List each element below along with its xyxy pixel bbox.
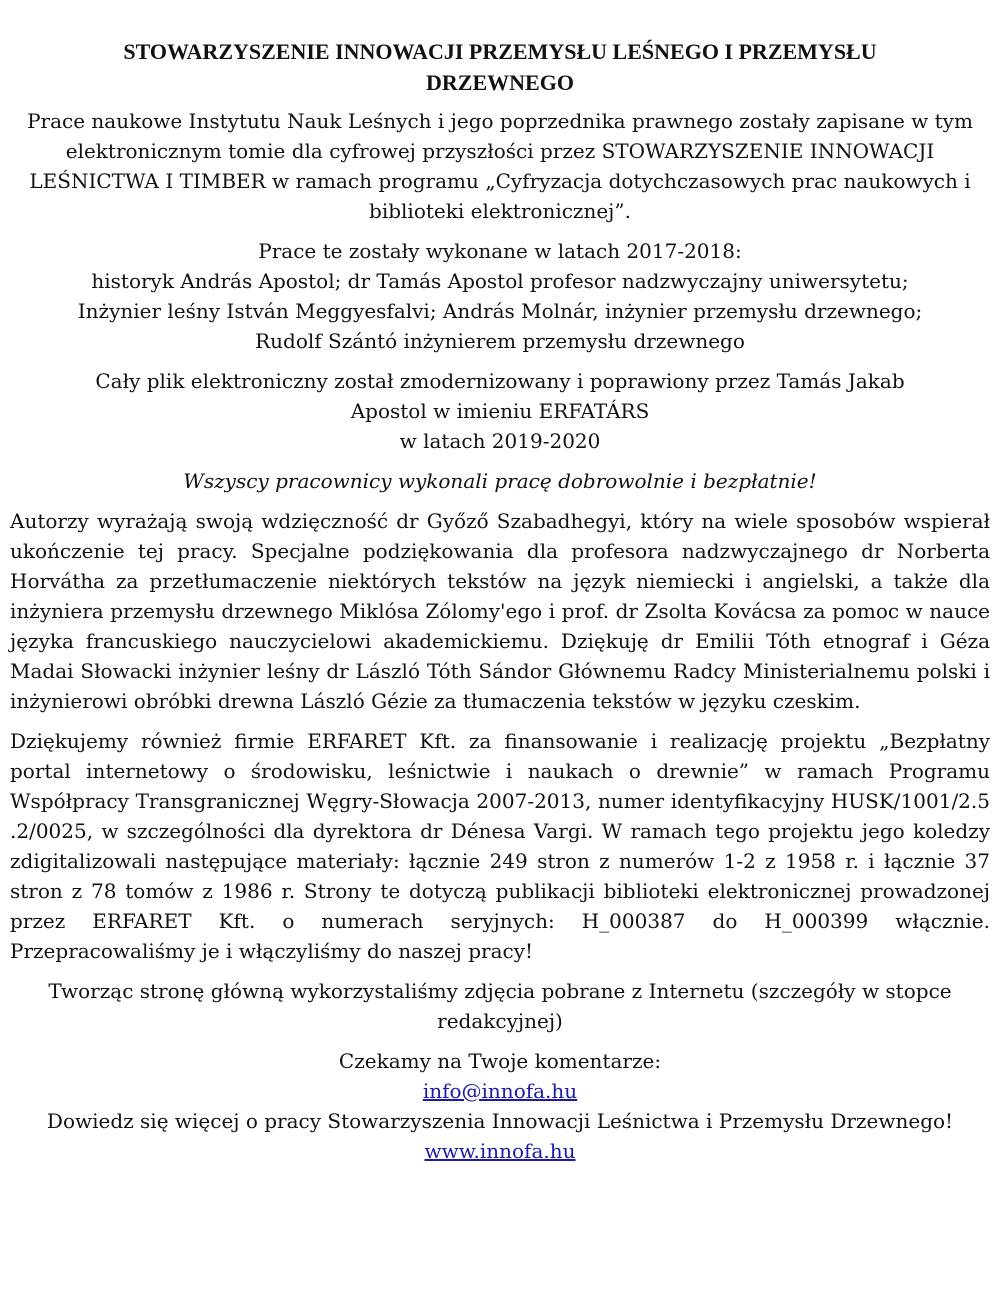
modernized-line-2: Apostol w imieniu ERFATÁRS [350,399,650,423]
authors-line-4: Rudolf Szántó inżynierem przemysłu drzewnego [255,329,745,353]
authors-line-3: Inżynier leśny István Meggyesfalvi; András Molnár, inżynier przemysłu drzewnego; [77,299,923,323]
authors-block [10,236,990,356]
funding-paragraph: Dziękujemy również firmie ERFARET Kft. za finansowanie i realizację projektu „Bezpłatny portal internetowy o środowisku, leśnictwie i naukach o drewnie” w ramach Programu Współpracy Transgranicznej Węgry-Słowacja 2007-2013, numer identyfikacyjny HUSK/1001/2.5 .2/0025, w szczególności dla dyrektora dr Dénesa Vargi. W ramach tego projektu jego koledzy zdigitalizowali następujące materiały: łącznie 249 stron z numerów 1-2 z 1958 r. i łącznie 37 stron z 78 tomów z 1986 r. Strony te dotyczą publikacji biblioteki elektronicznej prowadzonej przez ERFARET Kft. o numerach seryjnych: H_000387 do H_000399 włącznie. Przepracowaliśmy je i włączyliśmy do naszej pracy! [10,729,990,963]
authors-line-1: Prace te zostały wykonane w latach 2017-2018: [258,239,742,263]
modernized-block [10,366,990,456]
document-title: STOWARZYSZENIE INNOWACJI PRZEMYSŁU LEŚNEGO I PRZEMYSŁU DRZEWNEGO [123,39,877,95]
volunteer-note: Wszyscy pracownicy wykonali pracę dobrowolnie i bezpłatnie! [183,469,817,493]
comments-prompt: Czekamy na Twoje komentarze: [338,1049,662,1073]
photos-note: Tworząc stronę główną wykorzystaliśmy zdjęcia pobrane z Internetu (szczegóły w stopce redakcyjnej) [48,979,952,1033]
learn-more-text: Dowiedz się więcej o pracy Stowarzyszenia Innowacji Leśnictwa i Przemysłu Drzewnego! [46,1109,954,1133]
email-link[interactable]: info@innofa.hu [422,1079,578,1103]
website-link[interactable]: www.innofa.hu [424,1139,576,1163]
acknowledgements-paragraph: Autorzy wyrażają swoją wdzięczność dr Győző Szabadhegyi, który na wiele sposobów wspierał ukończenie tej pracy. Specjalne podziękowania dla profesora nadzwyczajnego dr Norberta Horvátha za przetłumaczenie niektórych tekstów na język niemiecki i angielski, a także dla inżyniera przemysłu drzewnego Miklósa Zólomy'ego i prof. dr Zsolta Kovácsa za pomoc w nauce języka francuskiego nauczycielowi akademickiemu. Dziękuję dr Emilii Tóth etnograf i Géza Madai Słowacki inżynier leśny dr László Tóth Sándor Głównemu Radcy Ministerialnemu polski i inżynierowi obróbki drewna László Gézie za tłumaczenia tekstów w języku czeskim. [10,509,990,713]
modernized-line-1: Cały plik elektroniczny został zmodernizowany i poprawiony przez Tamás Jakab [95,369,905,393]
authors-line-2: historyk András Apostol; dr Tamás Apostol profesor nadzwyczajny uniwersytetu; [91,269,909,293]
intro-paragraph: Prace naukowe Instytutu Nauk Leśnych i jego poprzednika prawnego zostały zapisane w tym elektronicznym tomie dla cyfrowej przyszłości przez STOWARZYSZENIE INNOWACJI LEŚNICTWA I TIMBER w ramach programu „Cyfryzacja dotychczasowych prac naukowych i biblioteki elektronicznej”. [27,109,973,223]
contact-block [10,1046,990,1166]
modernized-line-3: w latach 2019-2020 [399,429,601,453]
